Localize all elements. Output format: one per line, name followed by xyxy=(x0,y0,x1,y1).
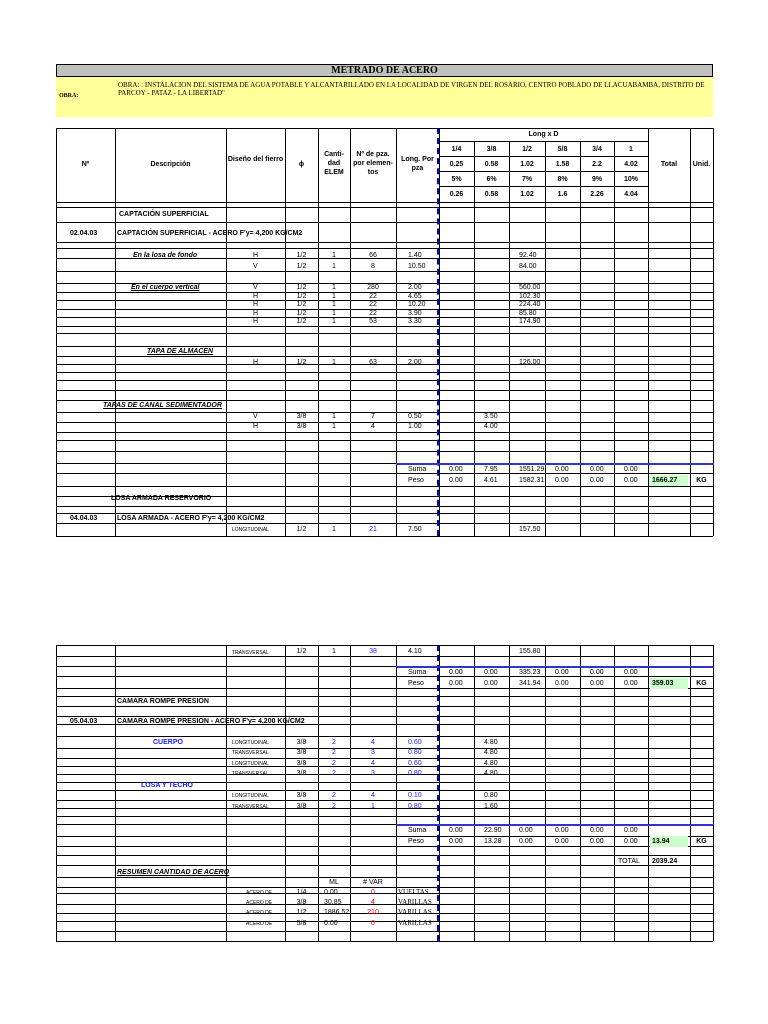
pct-header: 8% xyxy=(557,176,568,183)
pct-header: 10% xyxy=(623,176,638,183)
length-value: 85.80 xyxy=(519,310,537,317)
sub-label: TAPA DE ALMACEN xyxy=(147,348,214,355)
bar-count: 1 xyxy=(332,413,336,420)
bar-diameter: 1/2 xyxy=(296,263,307,270)
pieces: 4 xyxy=(371,760,375,767)
length-value: 92.40 xyxy=(519,252,537,259)
pieces: 22 xyxy=(369,310,377,317)
suma-value: 0.00 xyxy=(590,466,604,473)
bar-diameter: 3/8 xyxy=(296,792,307,799)
grid-line xyxy=(115,645,116,941)
grid-line xyxy=(614,202,615,536)
bar-design: TRANSVERSAL xyxy=(232,650,269,656)
unit: KG xyxy=(696,477,707,484)
pieces: 21 xyxy=(369,526,377,533)
bar-diameter: 1/2 xyxy=(296,648,307,655)
grid-line xyxy=(56,536,713,537)
length-value: 1.60 xyxy=(484,803,498,810)
piece-length: 0.50 xyxy=(408,413,422,420)
pct-header: 6% xyxy=(486,176,497,183)
bar-count: 2 xyxy=(332,792,336,799)
weight-header: 4.02 xyxy=(624,161,638,168)
summary-var: 210 xyxy=(367,909,379,916)
col-header-desc: Descripción xyxy=(150,161,191,168)
suma-value: 335.23 xyxy=(519,669,541,676)
grand-total-label: TOTAL xyxy=(618,858,640,865)
suma-value: 0.00 xyxy=(555,466,569,473)
peso-value: 13.28 xyxy=(484,838,502,845)
piece-length: 0.80 xyxy=(408,770,422,777)
pct-header: 5% xyxy=(451,176,462,183)
summary-var: 4 xyxy=(371,899,375,906)
bar-diameter: 3/8 xyxy=(296,803,307,810)
suma-value: 0.00 xyxy=(449,466,463,473)
grid-line xyxy=(580,202,581,536)
bar-diameter: 3/8 xyxy=(296,770,307,777)
bar-count: 1 xyxy=(332,284,336,291)
adj-header: 2.26 xyxy=(590,191,604,198)
bar-count: 2 xyxy=(332,760,336,767)
piece-length: 10.20 xyxy=(408,301,426,308)
grid-line xyxy=(648,645,649,941)
bar-diameter: 3/8 xyxy=(296,749,307,756)
piece-length: 0.80 xyxy=(408,803,422,810)
peso-value: 0.00 xyxy=(449,477,463,484)
grid-line xyxy=(713,202,714,536)
peso-value: 0.00 xyxy=(449,838,463,845)
bar-design: TRANSVERSAL xyxy=(232,771,269,777)
summary-ml: 30.85 xyxy=(324,899,342,906)
col-header-total: Total xyxy=(660,161,678,168)
grid-line xyxy=(56,941,713,942)
section-total: 13.94 xyxy=(652,838,670,845)
bar-design: V xyxy=(253,263,258,270)
section-title: CAPTACIÓN SUPERFICIAL xyxy=(119,211,209,218)
piece-length: 10.50 xyxy=(408,263,426,270)
piece-length: 4.10 xyxy=(408,648,422,655)
grid-line xyxy=(56,645,57,941)
summary-diameter: 1/4 xyxy=(296,889,307,896)
summary-label: ACERO DE xyxy=(246,910,273,916)
bar-diameter: 1/2 xyxy=(296,293,307,300)
summary-header-ml: ML xyxy=(329,879,339,886)
weight-header: 1.58 xyxy=(555,161,570,168)
bar-count: 1 xyxy=(332,293,336,300)
piece-length: 0.10 xyxy=(408,792,422,799)
col-header-diseno: Diseño del fierro xyxy=(227,156,284,163)
grid-line xyxy=(648,202,649,536)
summary-ml: 1886.52 xyxy=(324,909,350,916)
peso-value: 0.00 xyxy=(624,477,638,484)
sub-label: En el cuerpo vertical xyxy=(131,284,200,291)
bar-diameter: 1/2 xyxy=(296,252,307,259)
length-value: 102.30 xyxy=(519,293,541,300)
grid-line xyxy=(580,645,581,941)
suma-value: 0.00 xyxy=(449,827,463,834)
bar-design: H xyxy=(253,423,259,430)
bar-count: 2 xyxy=(332,739,336,746)
piece-length: 4.65 xyxy=(408,293,422,300)
length-value: 4.00 xyxy=(484,423,498,430)
bar-count: 1 xyxy=(332,252,336,259)
summary-var: 0 xyxy=(371,889,375,896)
diam-header: 3/4 xyxy=(592,146,602,153)
peso-value: 0.00 xyxy=(449,680,463,687)
grid-line xyxy=(439,156,648,157)
bar-diameter: 1/2 xyxy=(296,310,307,317)
adj-header: 4.04 xyxy=(624,191,638,198)
unit: KG xyxy=(696,680,707,687)
peso-value: 1582.31 xyxy=(519,477,545,484)
sub-label: CUERPO xyxy=(153,739,183,746)
grid-line xyxy=(614,645,615,941)
peso-value: 0.00 xyxy=(555,477,569,484)
diam-header: 5/8 xyxy=(557,146,568,153)
grid-line xyxy=(509,202,510,536)
summary-unit: VARILLAS xyxy=(398,919,432,927)
sub-label: LOSA Y TECHO xyxy=(141,782,193,789)
summary-ml: 0.00 xyxy=(324,889,338,896)
pieces: 8 xyxy=(371,263,375,270)
grid-line xyxy=(474,202,475,536)
bar-design: H xyxy=(253,359,259,366)
pieces: 280 xyxy=(367,284,379,291)
suma-value: 0.00 xyxy=(484,669,498,676)
suma-value: 0.00 xyxy=(555,669,569,676)
suma-value: 0.00 xyxy=(449,669,463,676)
pieces: 4 xyxy=(371,423,375,430)
bar-diameter: 1/2 xyxy=(296,359,307,366)
summary-label: ACERO DE xyxy=(246,921,273,927)
length-value: 4.80 xyxy=(484,770,498,777)
length-value: 4.80 xyxy=(484,760,498,767)
suma-value: 7.95 xyxy=(484,466,498,473)
bar-design: H xyxy=(253,318,259,325)
length-value: 84.00 xyxy=(519,263,537,270)
summary-diameter: 3/8 xyxy=(296,899,307,906)
bar-diameter: 1/2 xyxy=(296,284,307,291)
peso-value: 4.61 xyxy=(484,477,498,484)
pieces: 22 xyxy=(369,293,377,300)
grid-line xyxy=(439,186,648,187)
summary-diameter: 1/2 xyxy=(296,909,307,916)
bar-count: 1 xyxy=(332,318,336,325)
pieces: 3 xyxy=(371,770,375,777)
bar-count: 2 xyxy=(332,749,336,756)
bar-diameter: 3/8 xyxy=(296,423,307,430)
length-value: 174.90 xyxy=(519,318,541,325)
length-value: 126.00 xyxy=(519,359,541,366)
summary-var: 0 xyxy=(371,920,375,927)
grid-line xyxy=(439,141,648,142)
diam-header: 1 xyxy=(629,146,633,153)
peso-value: 0.00 xyxy=(519,838,533,845)
section-total: 1666.27 xyxy=(652,477,678,484)
bar-count: 1 xyxy=(332,526,336,533)
bar-count: 1 xyxy=(332,301,336,308)
bar-count: 1 xyxy=(332,359,336,366)
bar-count: 1 xyxy=(332,423,336,430)
bar-diameter: 1/2 xyxy=(296,318,307,325)
col-header-phi: ϕ xyxy=(298,161,305,168)
summary-diameter: 5/8 xyxy=(296,920,307,927)
item-code: 05.04.03 xyxy=(70,718,98,725)
piece-length: 7.50 xyxy=(408,526,422,533)
bar-design: H xyxy=(253,301,259,308)
suma-value: 0.00 xyxy=(624,669,638,676)
bar-design: TRANSVERSAL xyxy=(232,804,269,810)
bar-count: 1 xyxy=(332,310,336,317)
grid-line xyxy=(713,645,714,941)
pieces: 4 xyxy=(371,739,375,746)
bar-count: 2 xyxy=(332,803,336,810)
diam-header: 3/8 xyxy=(486,146,497,153)
grid-line xyxy=(115,202,116,536)
bar-design: H xyxy=(253,252,259,259)
suma-value: 1551.29 xyxy=(519,466,545,473)
item-line: LOSA ARMADA - ACERO F'y= 4,200 KG/CM2 xyxy=(117,515,265,522)
suma-label: Suma xyxy=(408,827,427,834)
adj-header: 1.6 xyxy=(557,191,568,198)
bar-diameter: 3/8 xyxy=(296,739,307,746)
adj-header: 1.02 xyxy=(520,191,534,198)
grid-line xyxy=(318,128,319,202)
peso-value: 0.00 xyxy=(590,680,604,687)
col-header-npza: Nº de pza. por elemen-tos xyxy=(353,151,393,176)
pieces: 4 xyxy=(371,792,375,799)
suma-value: 0.00 xyxy=(624,827,638,834)
pieces: 1 xyxy=(371,803,375,810)
peso-value: 0.00 xyxy=(555,680,569,687)
sub-label: TAPAS DE CANAL SEDIMENTADOR xyxy=(103,402,222,409)
suma-value: 0.00 xyxy=(519,827,533,834)
grid-line xyxy=(396,645,397,941)
peso-label: Peso xyxy=(408,477,424,484)
col-header-cant: Canti-dad ELEM xyxy=(324,151,344,176)
suma-value: 0.00 xyxy=(590,827,604,834)
summary-label: ACERO DE xyxy=(246,890,273,896)
bar-design: H xyxy=(253,293,259,300)
bar-design: V xyxy=(253,413,258,420)
summary-header-var: # VAR xyxy=(363,879,383,886)
summary-title: RESUMEN CANTIDAD DE ACERO xyxy=(117,869,230,876)
summary-unit: VARILLAS xyxy=(398,898,432,906)
summary-label: ACERO DE xyxy=(246,900,273,906)
bar-diameter: 3/8 xyxy=(296,760,307,767)
weight-header: 0.58 xyxy=(484,161,499,168)
item-code: 04.04.03 xyxy=(70,515,98,522)
grid-line xyxy=(226,645,227,941)
pieces: 22 xyxy=(369,301,377,308)
peso-value: 0.00 xyxy=(590,838,604,845)
length-value: 157.50 xyxy=(519,526,541,533)
length-value: 224.40 xyxy=(519,301,541,308)
obra-label: OBRA: xyxy=(59,93,79,99)
suma-value: 0.00 xyxy=(590,669,604,676)
grid-line xyxy=(545,645,546,941)
bar-design: H xyxy=(253,310,259,317)
col-header-no: Nº xyxy=(81,161,90,168)
length-value: 0.80 xyxy=(484,792,498,799)
diam-header: 1/4 xyxy=(451,146,462,153)
adj-header: 0.26 xyxy=(449,191,464,198)
col-header-unid: Unid. xyxy=(692,161,711,168)
peso-value: 0.00 xyxy=(624,680,638,687)
section-title: CAMARA ROMPE PRESION xyxy=(117,698,209,705)
bar-design: LONGITUDINAL xyxy=(232,527,269,533)
grid-line xyxy=(439,171,648,172)
summary-unit: VARILLAS xyxy=(398,908,432,916)
col-header-long: Long. Por pza xyxy=(401,156,434,172)
pieces: 53 xyxy=(369,318,377,325)
pieces: 3 xyxy=(371,749,375,756)
grand-total: 2039.24 xyxy=(652,858,678,865)
weight-header: 1.02 xyxy=(520,161,534,168)
adj-header: 0.58 xyxy=(484,191,499,198)
piece-length: 3.90 xyxy=(408,310,422,317)
item-line: CAMARA ROMPE PRESION - ACERO F'y= 4,200 KG/CM2 xyxy=(117,718,305,725)
piece-length: 1.40 xyxy=(408,252,422,259)
bar-design: LONGITUDINAL xyxy=(232,740,269,746)
bar-design: LONGITUDINAL xyxy=(232,761,269,767)
piece-length: 0.60 xyxy=(408,739,422,746)
piece-length: 2.00 xyxy=(408,359,422,366)
bar-design: TRANSVERSAL xyxy=(232,750,269,756)
suma-label: Suma xyxy=(408,466,427,473)
pct-header: 7% xyxy=(521,176,533,183)
suma-value: 0.00 xyxy=(624,466,638,473)
dashed-divider xyxy=(437,128,439,536)
item-line: CAPTACIÓN SUPERFICIAL - ACERO F'y= 4,200 KG/CM2 xyxy=(117,230,303,237)
length-value: 4.80 xyxy=(484,739,498,746)
section-total: 359.03 xyxy=(652,680,674,687)
length-value: 155.80 xyxy=(519,648,541,655)
bar-count: 1 xyxy=(332,648,336,655)
peso-value: 341.94 xyxy=(519,680,541,687)
suma-value: 0.00 xyxy=(555,827,569,834)
bar-design: LONGITUDINAL xyxy=(232,793,269,799)
grid-line xyxy=(713,128,714,202)
section-title: LOSA ARMADA RESERVORIO xyxy=(111,495,212,502)
weight-header: 0.25 xyxy=(449,161,464,168)
suma-label: Suma xyxy=(408,669,427,676)
peso-label: Peso xyxy=(408,680,424,687)
diam-header: 1/2 xyxy=(522,146,532,153)
bar-design: V xyxy=(253,284,258,291)
grid-line xyxy=(439,202,440,536)
grid-line xyxy=(396,202,397,536)
unit: KG xyxy=(696,838,707,845)
piece-length: 0.60 xyxy=(408,760,422,767)
suma-value: 22.90 xyxy=(484,827,502,834)
pct-header: 9% xyxy=(591,176,603,183)
peso-label: Peso xyxy=(408,838,424,845)
peso-value: 0.00 xyxy=(624,838,638,845)
bar-diameter: 1/2 xyxy=(296,301,307,308)
col-header-longxd: Long x D xyxy=(528,131,559,138)
peso-value: 0.00 xyxy=(555,838,569,845)
summary-ml: 0.00 xyxy=(324,920,338,927)
weight-header: 2.2 xyxy=(592,161,602,168)
peso-value: 0.00 xyxy=(590,477,604,484)
pieces: 63 xyxy=(369,359,377,366)
pieces: 7 xyxy=(371,413,375,420)
item-code: 02.04.03 xyxy=(70,230,98,237)
piece-length: 1.00 xyxy=(408,423,422,430)
bar-count: 1 xyxy=(332,263,336,270)
length-value: 4.80 xyxy=(484,749,498,756)
pieces: 38 xyxy=(369,648,377,655)
grid-line xyxy=(690,645,691,941)
length-value: 560.00 xyxy=(519,284,541,291)
summary-unit: VUELTAS xyxy=(398,888,429,896)
grid-line xyxy=(56,128,713,129)
length-value: 3.50 xyxy=(484,413,498,420)
bar-count: 2 xyxy=(332,770,336,777)
bar-diameter: 1/2 xyxy=(296,526,307,533)
obra-text: OBRA: : INSTALACION DEL SISTEMA DE AGUA POTABLE Y ALCANTARILLADO EN LA LOCALIDAD DE VIRGEN DEL ROSARIO, CENTRO POBLADO DE LLACUABAMBA, DISTRITO DE PARCOY - PATAZ - LA LIBERTAD" xyxy=(118,81,705,97)
bar-diameter: 3/8 xyxy=(296,413,307,420)
sub-label: En la losa de fondo xyxy=(133,252,198,259)
grid-line xyxy=(474,645,475,941)
pieces: 66 xyxy=(369,252,377,259)
grid-line xyxy=(690,202,691,536)
page-title: METRADO DE ACERO xyxy=(56,64,713,77)
piece-length: 3.30 xyxy=(408,318,422,325)
piece-length: 0.80 xyxy=(408,749,422,756)
piece-length: 2.00 xyxy=(408,284,422,291)
grid-line xyxy=(56,202,57,536)
peso-value: 0.00 xyxy=(484,680,498,687)
grid-line xyxy=(226,128,227,202)
